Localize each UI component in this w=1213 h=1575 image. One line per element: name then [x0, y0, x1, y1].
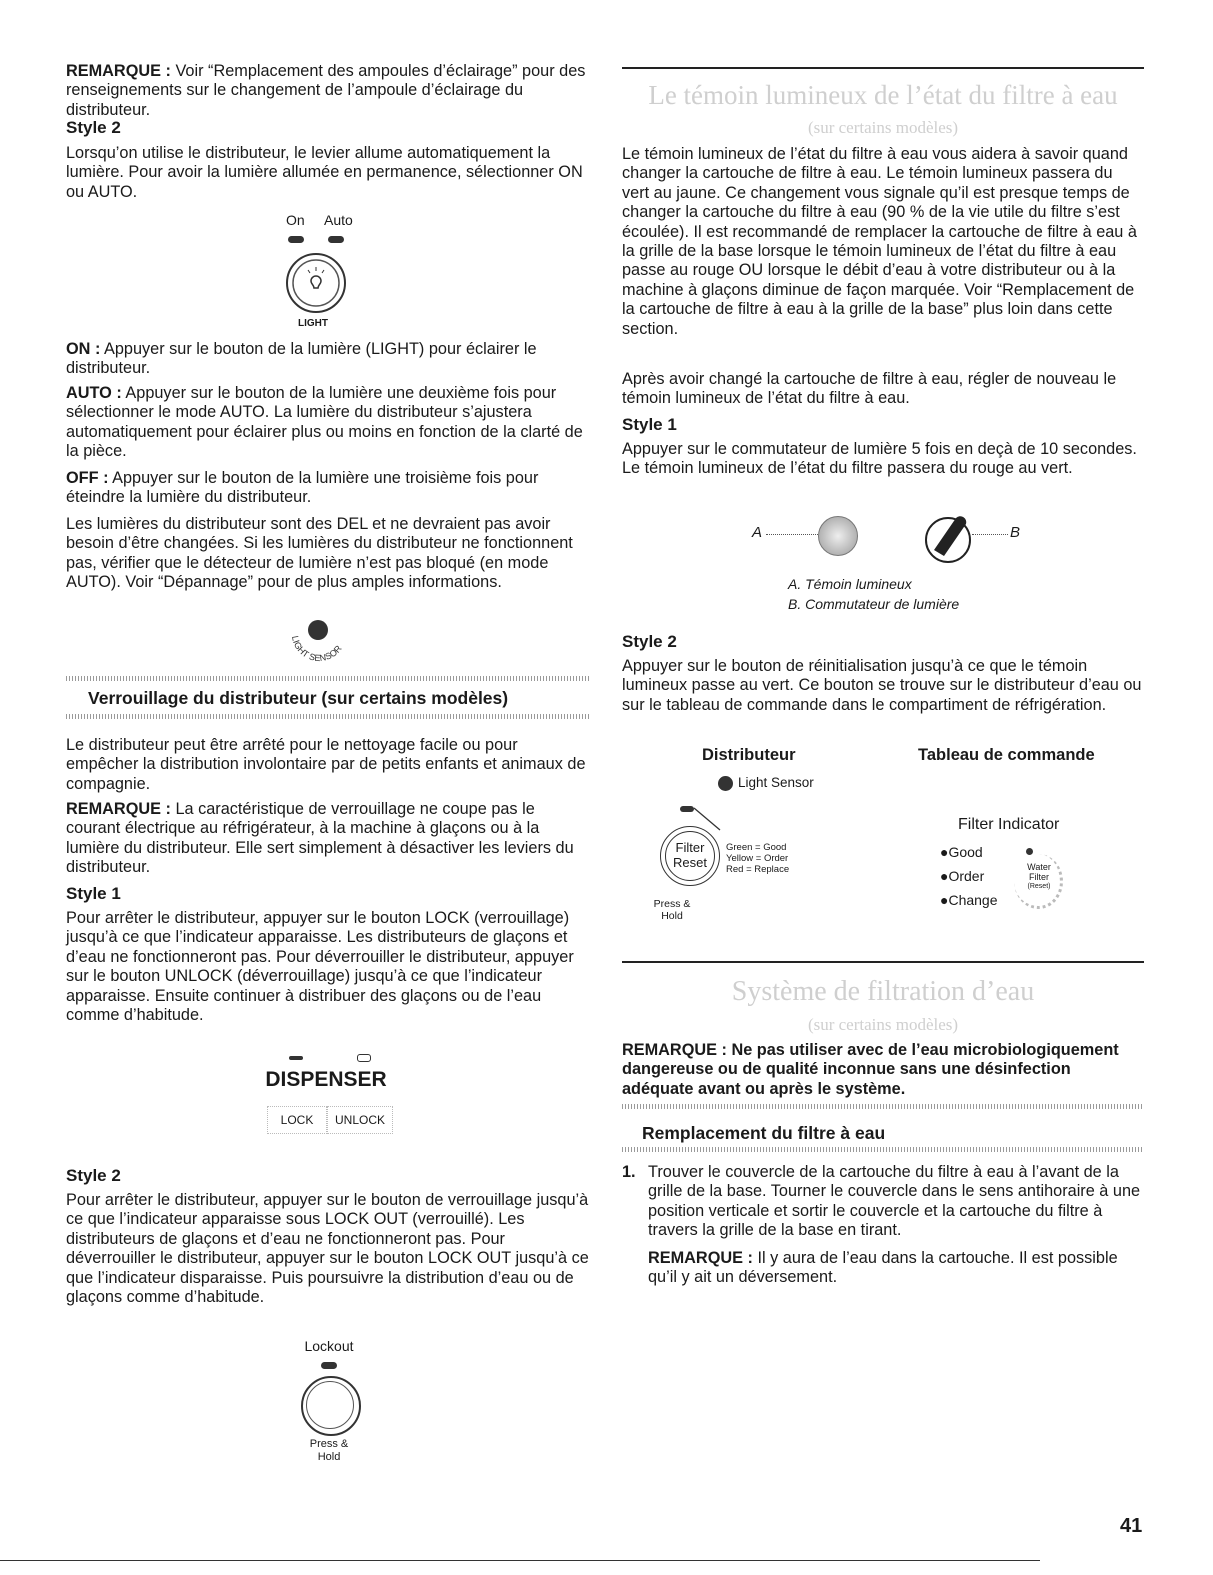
auto-label: Auto: [324, 212, 353, 228]
step1-number: 1.: [622, 1163, 636, 1181]
lock-button[interactable]: LOCK: [267, 1106, 327, 1134]
style2-text: Lorsqu’on utilise le distributeur, le levier allume automatiquement la lumière. Pour avoir la lumière allumée en permanence, sélectionner ON ou AUTO.: [66, 144, 583, 201]
leader-line-b: [972, 534, 1008, 535]
lock-style2-heading: Style 2: [66, 1166, 121, 1185]
filter-switch-figure: [752, 510, 1052, 620]
unlock-indicator: [357, 1054, 371, 1062]
lockout-indicator: [321, 1362, 337, 1369]
lock-indicator: [289, 1056, 303, 1060]
distributeur-heading: Distributeur: [702, 746, 796, 764]
change-status: ●Change: [940, 892, 998, 908]
filter-reset-label-1: Filter: [675, 840, 705, 855]
fig-label-a: A: [752, 524, 763, 541]
bottom-rule: [0, 1560, 1040, 1561]
light-sensor-figure: [284, 620, 354, 665]
lock-intro: Le distributeur peut être arrêté pour le nettoyage facile ou pour empêcher la distribution involontaire par de petits enfants et animaux de compagnie.: [66, 736, 586, 793]
on-desc: ON : Appuyer sur le bouton de la lumière (LIGHT) pour éclairer le distributeur.: [66, 340, 537, 378]
divider-hatch: [66, 714, 591, 719]
bulb-icon: [288, 255, 344, 311]
divider-hatch: [622, 1147, 1144, 1152]
legend-red: Red = Replace: [726, 864, 790, 875]
section1-title: Le témoin lumineux de l’état du filtre à eau: [648, 80, 1118, 110]
caption-b: B. Commutateur de lumière: [788, 596, 960, 612]
lockout-inner-ring: [306, 1381, 354, 1429]
replace-heading: Remplacement du filtre à eau: [642, 1123, 886, 1143]
filter-color-legend: [726, 842, 789, 875]
light-button[interactable]: [286, 253, 346, 313]
filter-status-p2: Après avoir changé la cartouche de filtre à eau, régler de nouveau le témoin lumineux de l’état du filtre à eau.: [622, 370, 1117, 408]
light-switch-icon: [920, 510, 980, 566]
dispenser-title: DISPENSER: [265, 1068, 387, 1091]
press-label: Press &: [309, 1438, 349, 1450]
light-sensor-dot: [718, 776, 733, 791]
legend-yellow: Yellow = Order: [726, 853, 789, 864]
press-hold-label: Press & Hold: [653, 898, 691, 922]
lock-style1-heading: Style 1: [66, 884, 121, 903]
filter-status-p1: Le témoin lumineux de l’état du filtre à eau vous aidera à savoir quand changer la cartouche de filtre à eau. Le témoin lumineux passera du vert au jaune. Ce changement vous signale qu’il est presque temps de changer la cartouche du filtre à eau (90 % de la vie utile du filtre s’est écoulée). Il est recommandé de remplacer la cartouche de filtre à eau à la grille de la base lorsque le témoin lumineux de l’état du filtre à eau passe au rouge OU lorsque le débit d’eau à votre distributeur ou à la machine à glaçons diminue de façon marquée. Voir “Remplacement de la cartouche de filtre à eau à la grille de la base” plus loin dans cette section.: [622, 145, 1137, 338]
remarque-light: REMARQUE : Voir “Remplacement des ampoules d’éclairage” pour des renseignements sur le changement de l’ampoule d’éclairage du distributeur.: [66, 62, 586, 119]
sensor-arc-text: [284, 620, 354, 665]
light-label: LIGHT: [298, 318, 328, 329]
filter-reset-button[interactable]: [660, 826, 720, 886]
step1-remarque: REMARQUE : Il y aura de l’eau dans la cartouche. Il est possible qu’il y ait un déversement.: [648, 1249, 1118, 1287]
filter-style1-text: Appuyer sur le commutateur de lumière 5 fois en deçà de 10 secondes. Le témoin lumineux de l’état du filtre passera du rouge au vert.: [622, 440, 1137, 478]
dispenser-filter-figure: [642, 772, 882, 952]
indicator-light-icon: [818, 516, 858, 556]
filter-style2-text: Appuyer sur le bouton de réinitialisation jusqu’à ce que le témoin lumineux passe au vert. Ce bouton se trouve sur le distributeur d’eau ou sur le tableau de commande dans le compartiment de réfrigération.: [622, 657, 1142, 714]
auto-indicator: [328, 236, 344, 243]
off-desc: OFF : Appuyer sur le bouton de la lumière une troisième fois pour éteindre la lumière du distributeur.: [66, 469, 539, 507]
section2-subtitle: (sur certains modèles): [807, 1015, 959, 1034]
auto-desc: AUTO : Appuyer sur le bouton de la lumière une deuxième fois pour sélectionner le mode AUTO. La lumière du distributeur s’ajustera automatiquement pour éclairer plus ou moins en fonction de la clarté de la pièce.: [66, 384, 583, 461]
dispenser-figure: [261, 1056, 401, 1136]
tableau-heading: Tableau de commande: [918, 746, 1095, 764]
unlock-button[interactable]: UNLOCK: [327, 1106, 393, 1134]
legend-green: Green = Good: [726, 842, 787, 853]
section2-title: Système de filtration d’eau: [731, 976, 1035, 1007]
filtration-warning: REMARQUE : Ne pas utiliser avec de l’eau microbiologiquement dangereuse ou de qualité inconnue sans une désinfection adéquate avant ou après le système.: [622, 1041, 1119, 1098]
hold-label: Hold: [317, 1451, 341, 1463]
caption-a: A. Témoin lumineux: [788, 576, 912, 592]
on-indicator: [288, 236, 304, 243]
lock-style1-text: Pour arrêter le distributeur, appuyer sur le bouton LOCK (verrouillage) jusqu’à ce que l’indicateur apparaisse. Les distributeurs de glaçons et d’eau ne fonctionneront pas. Pour déverrouiller le distributeur, appuyer sur le bouton UNLOCK (déverrouillage) jusqu’à ce que l’indicateur apparaisse. Ensuite continuer à distribuer des glaçons ou de l’eau comme d’habitude.: [66, 909, 574, 1025]
style2-heading: Style 2: [66, 118, 121, 137]
lock-style2-text: Pour arrêter le distributeur, appuyer sur le bouton de verrouillage jusqu’à ce que l’indicateur apparaisse sous LOCK OUT (verrouillé). Les distributeurs de glaçons et d’eau ne fonctionneront pas. Pour déverrouiller le distributeur, appuyer sur le bouton LOCK OUT jusqu’à ce que l’indicateur disparaisse. Puis poursuivre la distribution d’eau ou de glaçons comme d’habitude.: [66, 1191, 589, 1307]
led-desc: Les lumières du distributeur sont des DEL et ne devraient pas avoir besoin d’être changées. Si les lumières du distributeur ne fonctionnent pas, vérifier que le détecteur de lumière n’est pas bloqué (en mode AUTO). Voir “Dépannage” pour de plus amples informations.: [66, 515, 573, 592]
light-sensor-label: Light Sensor: [738, 775, 814, 790]
section1-rule: [622, 67, 1144, 69]
leader-line-a: [766, 534, 818, 535]
filter-style2-heading: Style 2: [622, 632, 677, 651]
filter-indicator-title: Filter Indicator: [958, 816, 1060, 833]
on-label: On: [286, 212, 305, 228]
control-panel-figure: [940, 816, 1140, 946]
lock-remarque: REMARQUE : La caractéristique de verrouillage ne coupe pas le courant électrique au réfrigérateur, à la machine à glaçons ou à la lumière du distributeur. Elle sert simplement à désactiver les leviers du distributeur.: [66, 800, 574, 877]
section1-subtitle: (sur certains modèles): [807, 118, 959, 137]
filter-style1-heading: Style 1: [622, 415, 677, 434]
good-status: ●Good: [940, 844, 983, 860]
lock-heading: Verrouillage du distributeur (sur certains modèles): [88, 688, 509, 708]
divider-hatch: [66, 676, 591, 681]
light-button-figure: [276, 208, 366, 333]
fig-label-b: B: [1010, 524, 1021, 541]
filter-reset-label-2: Reset: [673, 855, 707, 870]
water-filter-button[interactable]: Water Filter (Reset): [1027, 862, 1051, 890]
step1-text: Trouver le couvercle de la cartouche du filtre à eau à l’avant de la grille de la base. Tourner le couvercle dans le sens antihoraire à une position verticale et sortir le couvercle et la cartouche du filtre à travers la grille de la base en tirant.: [648, 1163, 1141, 1240]
svg-text:LIGHT SENSOR: LIGHT SENSOR: [290, 634, 344, 664]
lockout-label: Lockout: [304, 1338, 354, 1354]
lockout-figure: [291, 1338, 371, 1473]
lockout-button[interactable]: [301, 1376, 361, 1436]
divider-hatch: [622, 1104, 1144, 1109]
order-status: ●Order: [940, 868, 985, 884]
page-number: 41: [1120, 1515, 1143, 1537]
section2-rule: [622, 961, 1144, 963]
